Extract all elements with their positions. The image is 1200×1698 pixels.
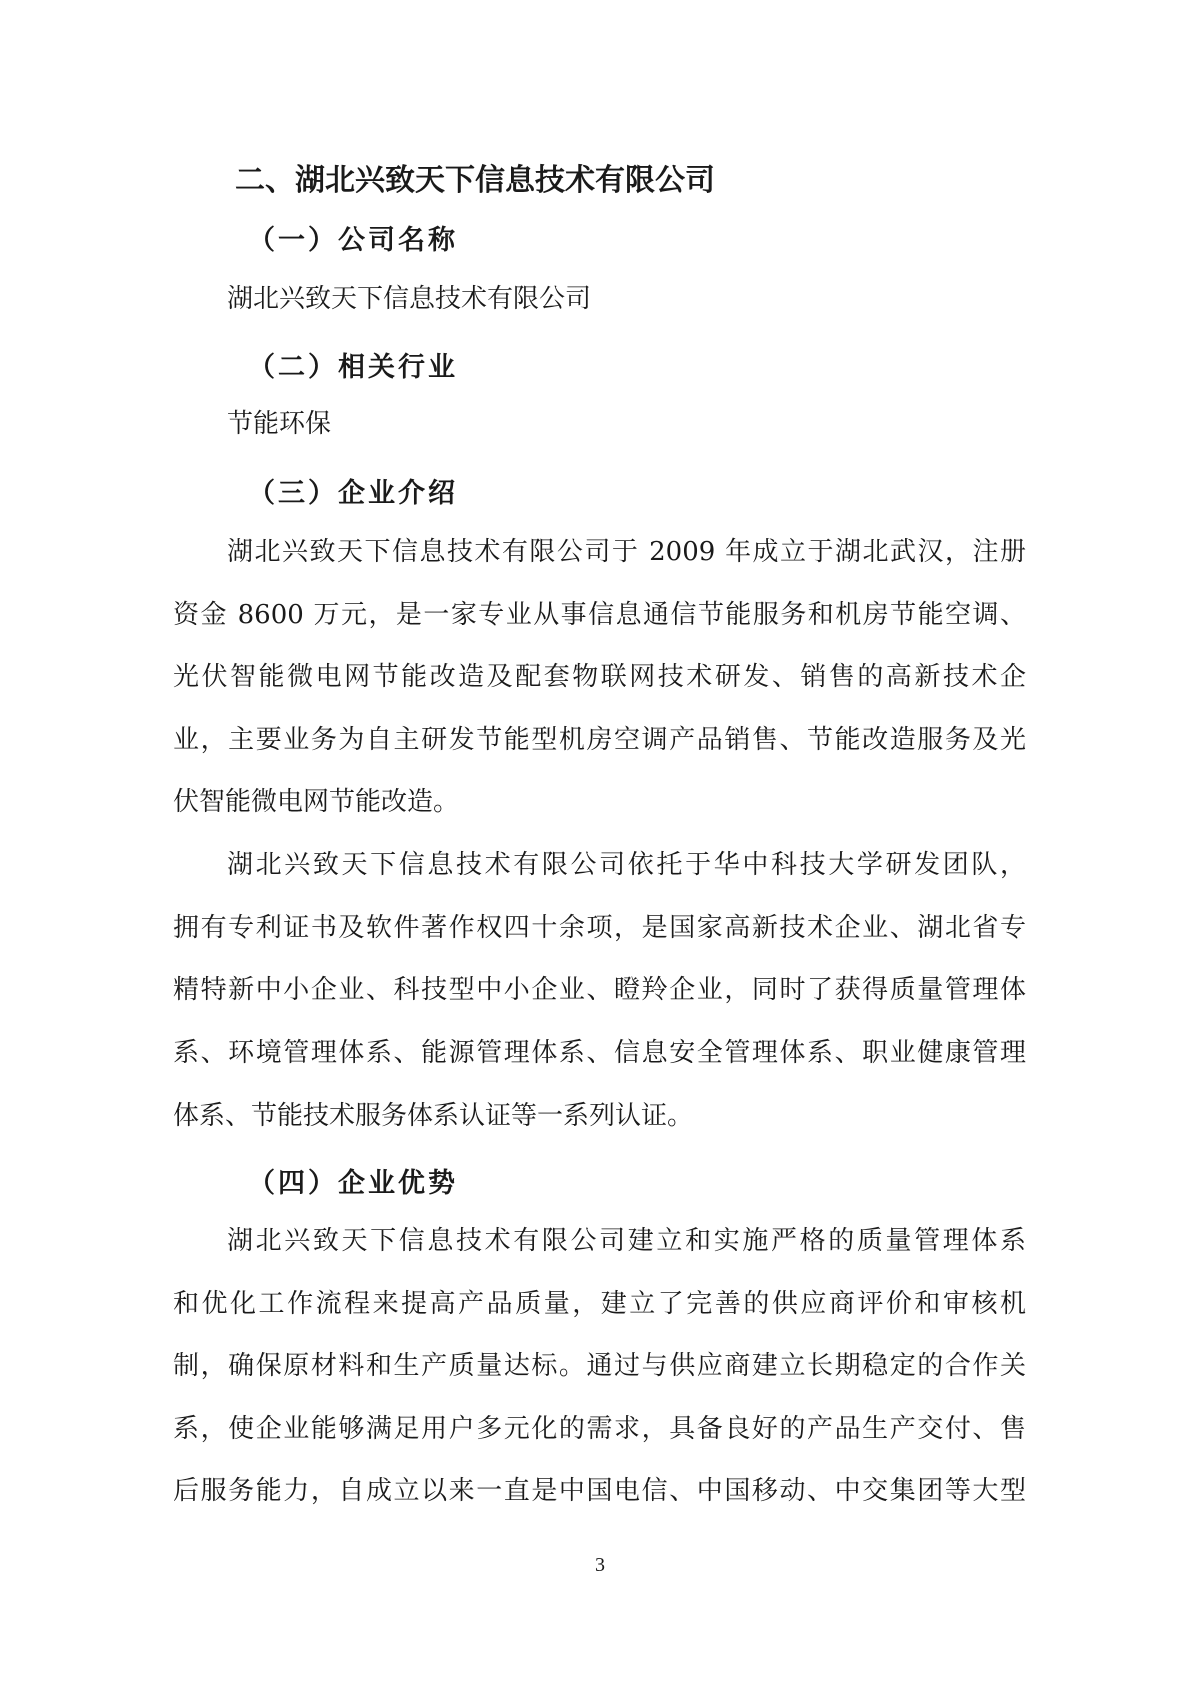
paragraph-line: 精特新中小企业、科技型中小企业、瞪羚企业，同时了获得质量管理体: [173, 975, 1026, 1005]
paragraph-line: 体系、节能技术服务体系认证等一系列认证。: [173, 1101, 694, 1131]
heading-advantages: （四）企业优势: [248, 1168, 458, 1199]
company-name-text: 湖北兴致天下信息技术有限公司: [227, 284, 592, 314]
paragraph-line: 后服务能力，自成立以来一直是中国电信、中国移动、中交集团等大型: [173, 1476, 1026, 1506]
heading-introduction: （三）企业介绍: [248, 478, 458, 509]
section-title: 二、湖北兴致天下信息技术有限公司: [235, 163, 715, 198]
paragraph-line: 业，主要业务为自主研发节能型机房空调产品销售、节能改造服务及光: [173, 725, 1026, 755]
paragraph-line: 湖北兴致天下信息技术有限公司于 2009 年成立于湖北武汉，注册: [227, 537, 1026, 567]
heading-industry: （二）相关行业: [248, 352, 458, 383]
paragraph-line: 光伏智能微电网节能改造及配套物联网技术研发、销售的高新技术企: [173, 662, 1026, 692]
paragraph-line: 拥有专利证书及软件著作权四十余项，是国家高新技术企业、湖北省专: [173, 913, 1026, 943]
paragraph-line: 系、环境管理体系、能源管理体系、信息安全管理体系、职业健康管理: [173, 1038, 1026, 1068]
industry-text: 节能环保: [227, 409, 332, 439]
page-number: 3: [595, 1554, 605, 1576]
paragraph-line: 资金 8600 万元，是一家专业从事信息通信节能服务和机房节能空调、: [173, 600, 1026, 630]
paragraph-line: 系，使企业能够满足用户多元化的需求，具备良好的产品生产交付、售: [173, 1414, 1026, 1444]
paragraph-line: 制，确保原材料和生产质量达标。通过与供应商建立长期稳定的合作关: [173, 1351, 1026, 1381]
paragraph-line: 和优化工作流程来提高产品质量，建立了完善的供应商评价和审核机: [173, 1289, 1026, 1319]
paragraph-line: 伏智能微电网节能改造。: [173, 787, 460, 817]
heading-company-name: （一）公司名称: [248, 225, 458, 256]
paragraph-line: 湖北兴致天下信息技术有限公司建立和实施严格的质量管理体系: [227, 1226, 1026, 1256]
paragraph-line: 湖北兴致天下信息技术有限公司依托于华中科技大学研发团队，: [227, 850, 1026, 880]
